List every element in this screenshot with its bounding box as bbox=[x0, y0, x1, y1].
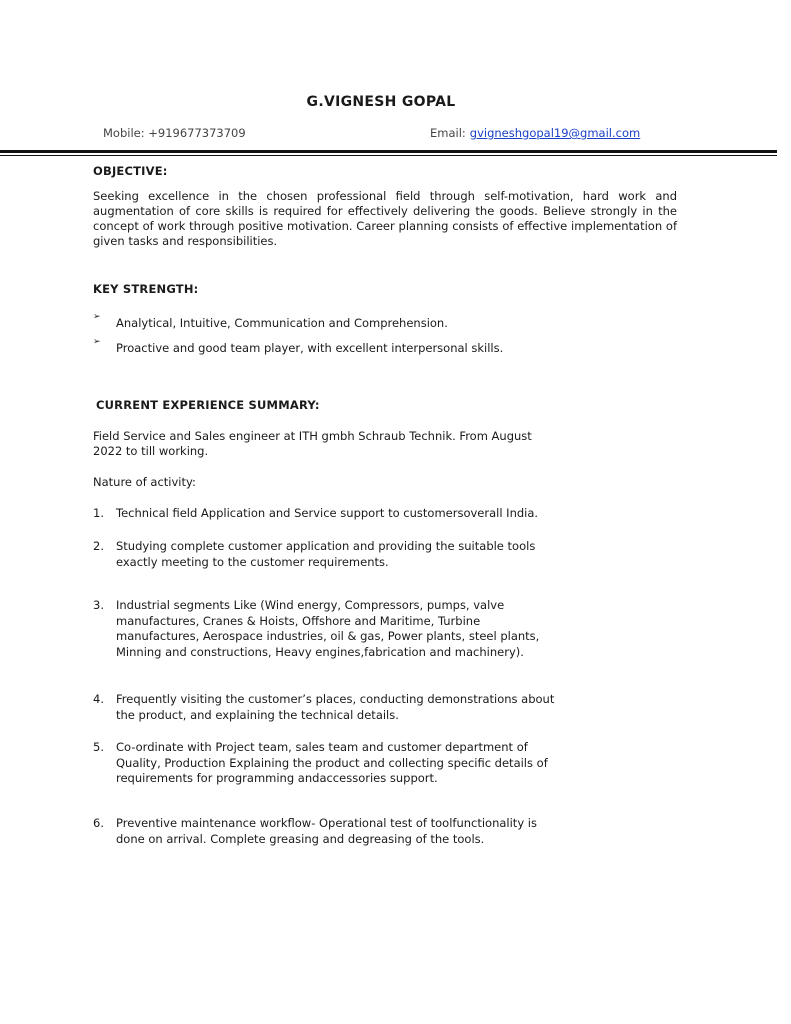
experience-heading: CURRENT EXPERIENCE SUMMARY: bbox=[96, 398, 320, 412]
list-item-line: Quality, Production Explaining the product and collecting specific details of bbox=[116, 755, 548, 770]
header-divider-thick bbox=[0, 150, 777, 153]
list-item bbox=[116, 506, 616, 522]
strength-item: Proactive and good team player, with excellent interpersonal skills. bbox=[116, 341, 504, 355]
mobile-number: Mobile: +919677373709 bbox=[103, 126, 246, 140]
list-item-line: Co-ordinate with Project team, sales team and customer department of bbox=[116, 740, 528, 754]
list-item-line: the product, and explaining the technical details. bbox=[116, 707, 399, 722]
header-divider-thin bbox=[0, 155, 777, 156]
nature-of-activity-label: Nature of activity: bbox=[93, 475, 196, 489]
list-item-number: 5. bbox=[93, 740, 104, 754]
list-item-line: Industrial segments Like (Wind energy, Compressors, pumps, valve bbox=[116, 598, 505, 612]
email-label: Email: bbox=[430, 126, 466, 140]
objective-heading: OBJECTIVE: bbox=[93, 164, 168, 178]
experience-intro: Field Service and Sales engineer at ITH gmbh Schraub Technik. From August 2022 to till working. bbox=[93, 429, 532, 458]
list-item-line: requirements for programming andaccessories support. bbox=[116, 771, 438, 785]
list-item-line: Studying complete customer application and providing the suitable tools bbox=[116, 539, 536, 553]
list-item-number: 1. bbox=[93, 506, 104, 520]
list-item bbox=[116, 539, 616, 570]
key-strength-heading: KEY STRENGTH: bbox=[93, 282, 199, 296]
list-item-line: manufactures, Aerospace industries, oil & gas, Power plants, steel plants, bbox=[116, 629, 540, 643]
arrow-bullet-icon: ➢ bbox=[93, 337, 101, 347]
email-link[interactable]: gvigneshgopal19@gmail.com bbox=[469, 126, 641, 140]
list-item-line: Technical field Application and Service support to customersoverall India. bbox=[116, 506, 539, 520]
objective-text: Seeking excellence in the chosen professional field through self-motivation, hard work and augmentation of core skills is required for effectively delivering the goods. Believe strongly in the concept of work through positive motivation. Career planning consists of effective implementation of given tasks and responsibilities. bbox=[93, 189, 677, 248]
list-item-number: 2. bbox=[93, 539, 104, 553]
list-item-line: Frequently visiting the customer’s places, conducting demonstrations about bbox=[116, 692, 555, 706]
arrow-bullet-icon: ➢ bbox=[93, 312, 101, 322]
list-item-number: 6. bbox=[93, 816, 104, 830]
list-item-number: 4. bbox=[93, 692, 104, 706]
list-item-line: Minning and constructions, Heavy engines,fabrication and machinery). bbox=[116, 644, 524, 659]
list-item-line: manufactures, Cranes & Hoists, Offshore and Maritime, Turbine bbox=[116, 613, 481, 628]
strength-item: Analytical, Intuitive, Communication and Comprehension. bbox=[116, 316, 448, 330]
list-item bbox=[116, 692, 616, 723]
list-item-line: done on arrival. Complete greasing and degreasing of the tools. bbox=[116, 831, 485, 846]
list-item bbox=[116, 816, 616, 847]
email-row bbox=[430, 126, 640, 140]
list-item bbox=[116, 740, 616, 787]
candidate-name: G.VIGNESH GOPAL bbox=[306, 94, 456, 110]
list-item bbox=[116, 598, 616, 660]
list-item-line: Preventive maintenance workflow- Operational test of toolfunctionality is bbox=[116, 816, 537, 830]
list-item-number: 3. bbox=[93, 598, 104, 612]
list-item-line: exactly meeting to the customer requirements. bbox=[116, 554, 389, 569]
